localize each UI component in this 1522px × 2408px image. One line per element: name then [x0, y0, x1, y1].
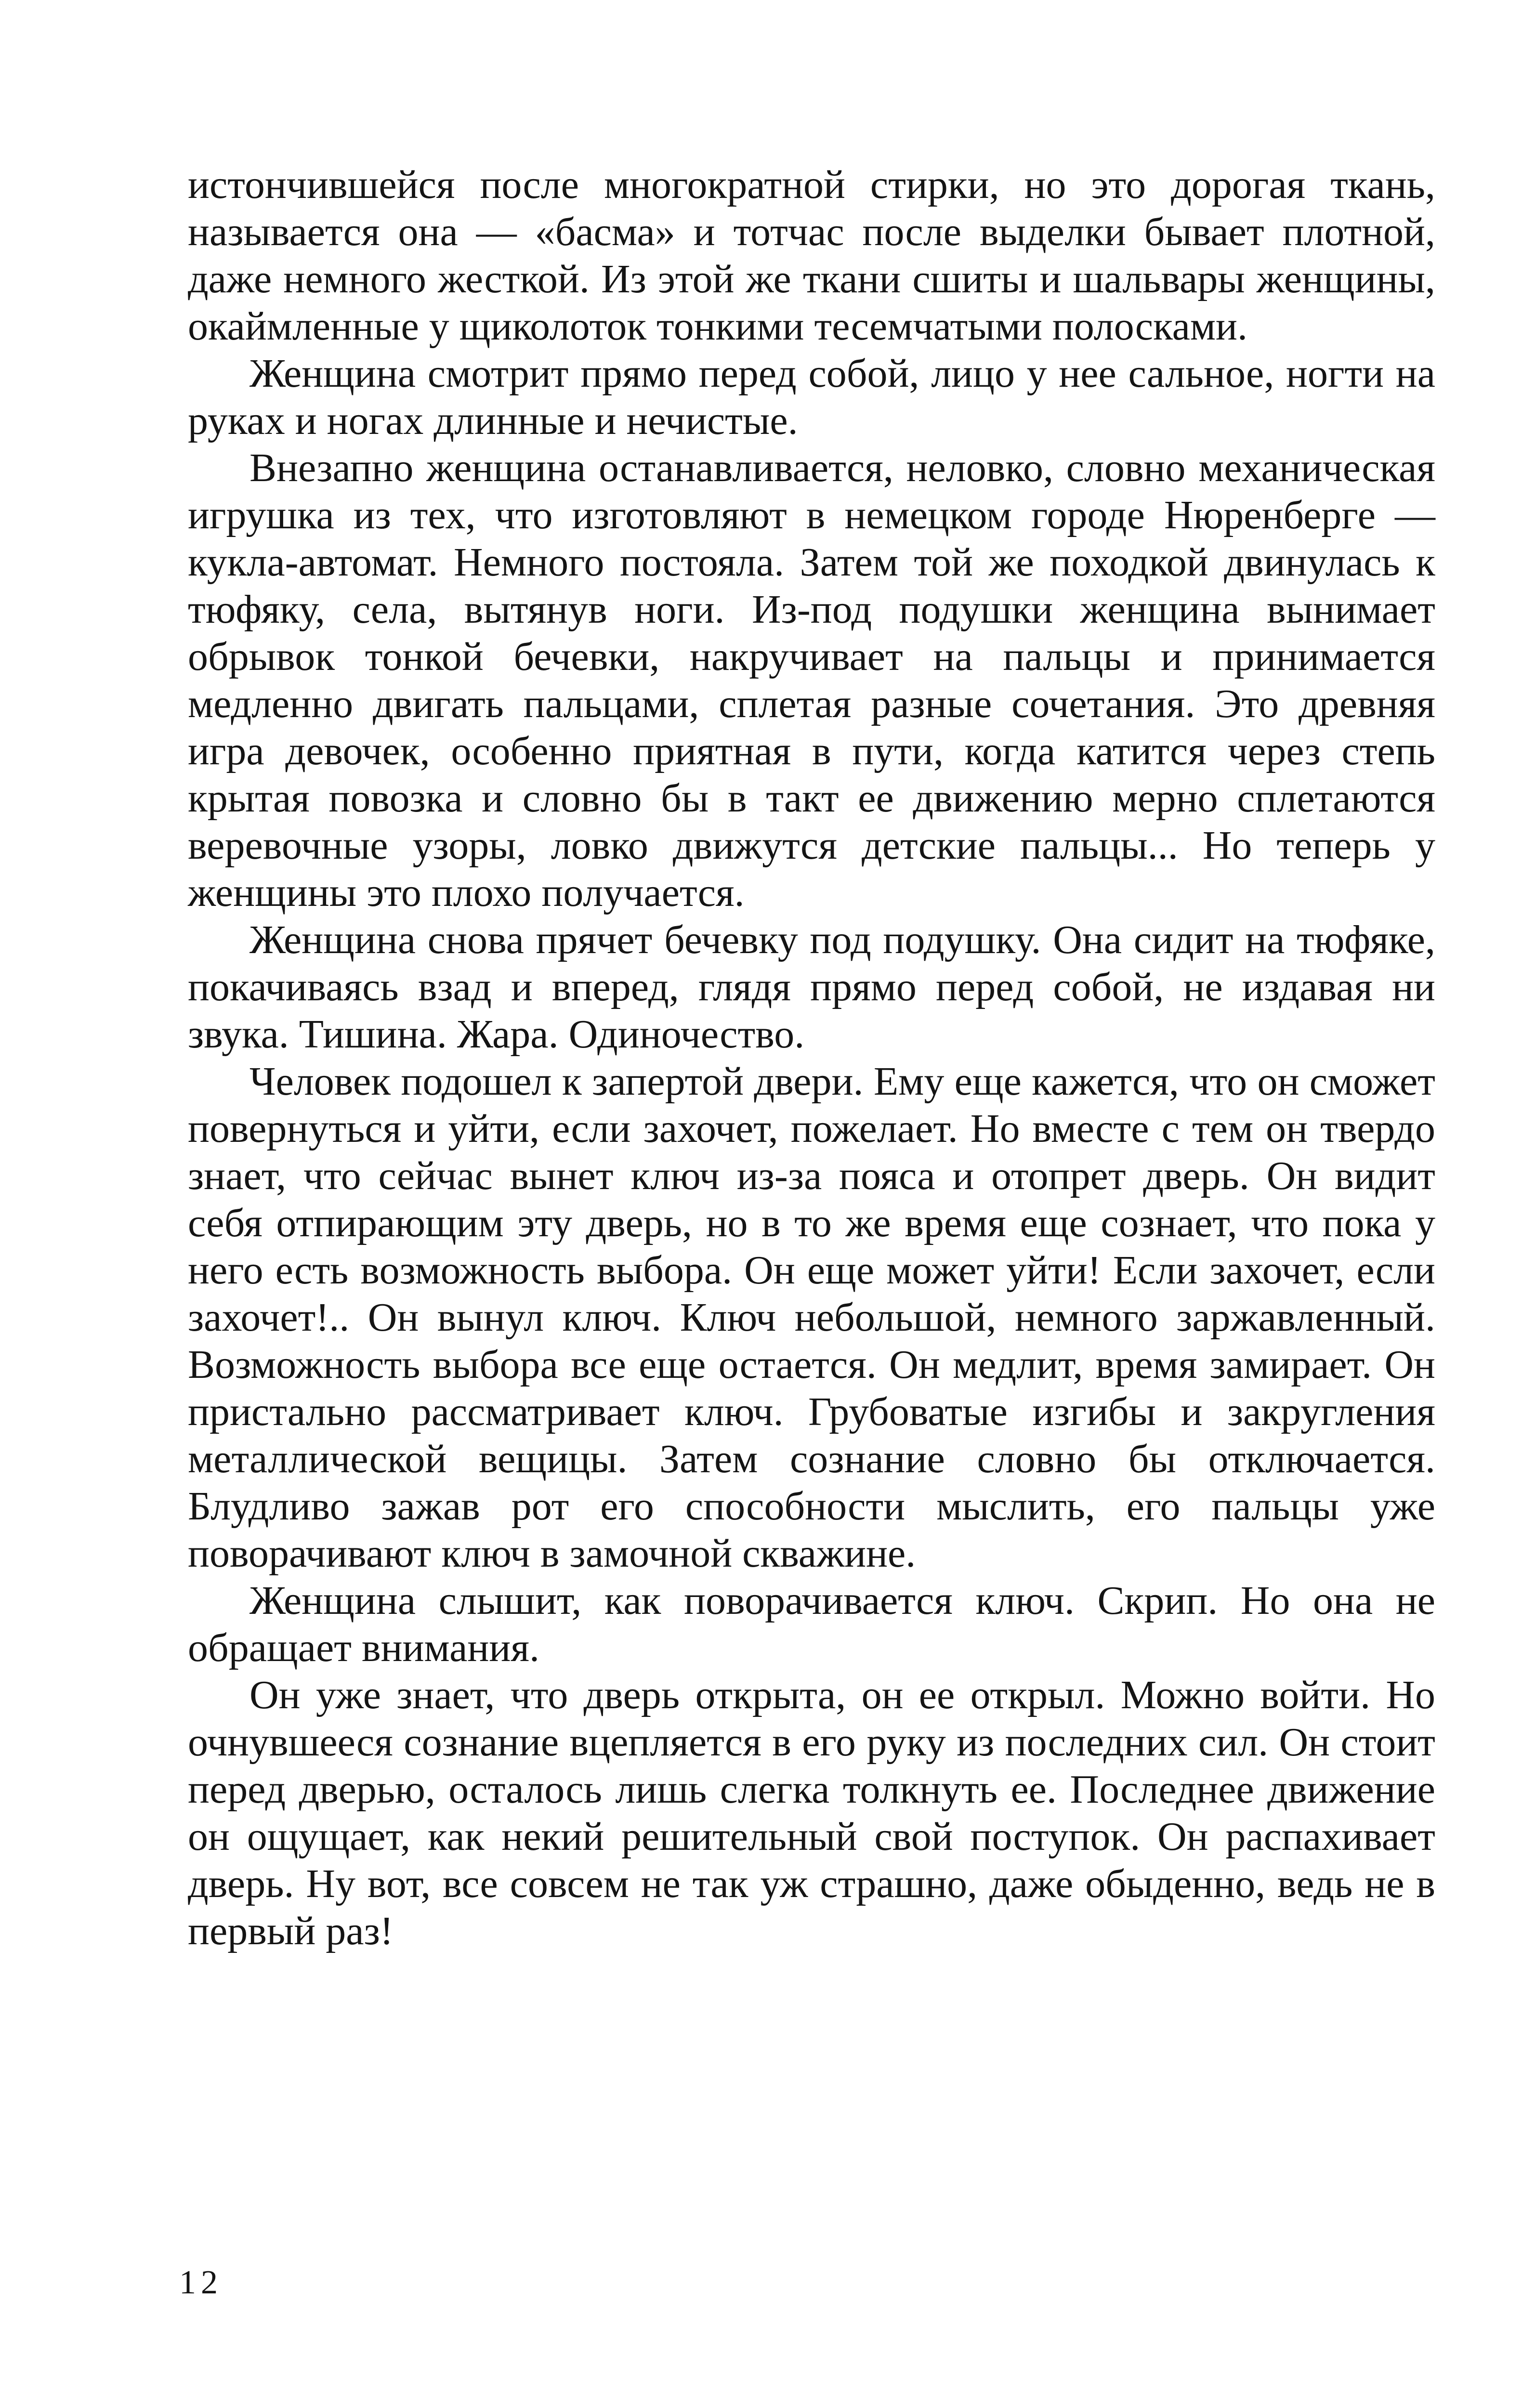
page-body [188, 161, 1435, 1955]
paragraph-7: Он уже знает, что дверь открыта, он ее открыл. Можно войти. Но очнувшееся сознание вцепляется в его руку из последних сил. Он стоит перед дверью, осталось лишь слегка толкнуть ее. Последнее движение он ощущает, как некий решительный свой поступок. Он распахивает дверь. Ну вот, все совсем не так уж страшно, даже обыденно, ведь не в первый раз! [188, 1673, 1435, 1953]
paragraph-6: Женщина слышит, как поворачивается ключ. Скрип. Но она не обращает внимания. [188, 1578, 1435, 1670]
paragraph-4: Женщина снова прячет бечевку под подушку. Она сидит на тюфяке, покачиваясь взад и вперед, глядя прямо перед собой, не издавая ни звука. Тишина. Жара. Одиночество. [188, 917, 1435, 1057]
paragraph-1: истончившейся после многократной стирки, но это дорогая ткань, называется она — «басма» и тотчас после выделки бывает плотной, даже немного жесткой. Из этой же ткани сшиты и шальвары женщины, окаймленные у щиколоток тонкими тесемчатыми полосками. [188, 162, 1435, 349]
paragraph-2: Женщина смотрит прямо перед собой, лицо у нее сальное, ногти на руках и ногах длинные и нечистые. [188, 351, 1435, 443]
paragraph-3: Внезапно женщина останавливается, неловко, словно механическая игрушка из тех, что изготовляют в немецком городе Нюренберге — кукла-автомат. Немного постояла. Затем той же походкой двинулась к тюфяку, села, вытянув ноги. Из-под подушки женщина вынимает обрывок тонкой бечевки, накручивает на пальцы и принимается медленно двигать пальцами, сплетая разные сочетания. Это древняя игра девочек, особенно приятная в пути, когда катится через степь крытая повозка и словно бы в такт ее движению мерно сплетаются веревочные узоры, ловко движутся детские пальцы... Но теперь у женщины это плохо получается. [188, 445, 1435, 915]
page-number: 12 [179, 2264, 223, 2301]
paragraph-5: Человек подошел к запертой двери. Ему еще кажется, что он сможет повернуться и уйти, если захочет, пожелает. Но вместе с тем он твердо знает, что сейчас вынет ключ из-за пояса и отопрет дверь. Он видит себя отпирающим эту дверь, но в то же время еще сознает, что пока у него есть возможность выбора. Он еще может уйти! Если захочет, если захочет!.. Он вынул ключ. Ключ небольшой, немного заржавленный. Возможность выбора все еще остается. Он медлит, время замирает. Он пристально рассматривает ключ. Грубоватые изгибы и закругления металлической вещицы. Затем сознание словно бы отключается. Блудливо зажав рот его способности мыслить, его пальцы уже поворачивают ключ в замочной скважине. [188, 1059, 1435, 1576]
